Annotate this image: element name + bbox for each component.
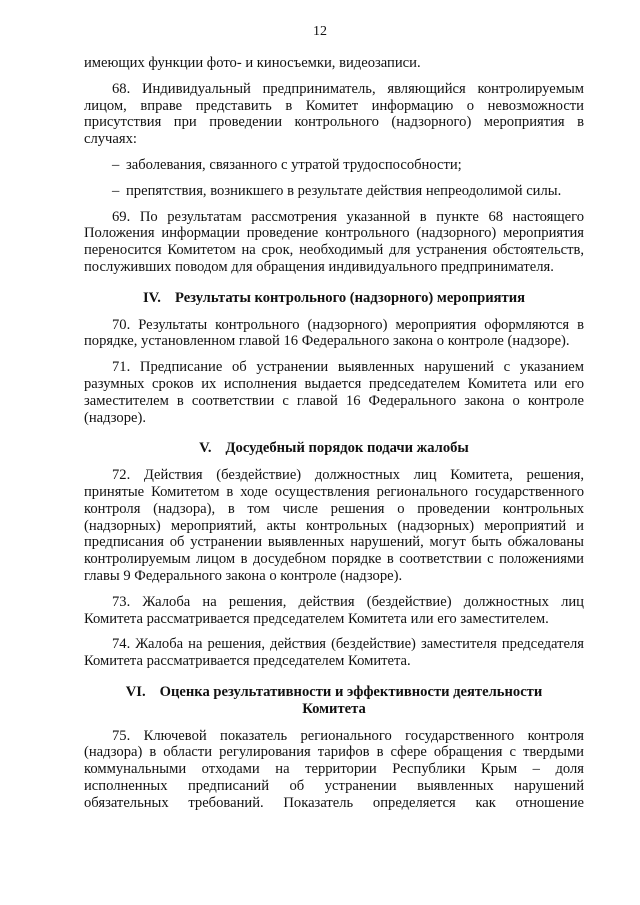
page-number: 12 [313, 24, 327, 39]
section-heading-v [84, 440, 584, 457]
list-item-illness [84, 157, 584, 174]
paragraph-71: 71. Предписание об устранении выявленных нарушений с указанием разумных сроков их исполнения выдается председателем Комитета или его заместителем в соответствии с главой 16 Федерального закона о контроле (надзоре). [84, 359, 584, 426]
list-item-force-majeure [84, 183, 584, 200]
paragraph-69: 69. По результатам рассмотрения указанной в пункте 68 настоящего Положения информации проведение контрольного (надзорного) мероприятия переносится Комитетом на срок, необходимый для устранения обстоятельств, послуживших поводом для обращения индивидуального предпринимателя. [84, 208, 584, 275]
section-number: IV. [142, 289, 161, 306]
section-heading-vi [84, 684, 584, 718]
section-title: Оценка результативности и эффективности деятельности [159, 683, 543, 700]
paragraph-72: 72. Действия (бездействие) должностных лиц Комитета, решения, принятые Комитетом в ходе осуществления регионального государственного контроля (надзора), в том числе решения о проведении контрольных (надзорных) мероприятий, акты контрольных (надзорных) мероприятий и предписания об устранении выявленных нарушений, могут быть обжалованы контролируемым лицом в досудебном порядке в соответствии с положениями главы 9 Федерального закона о контроле (надзоре). [84, 467, 584, 584]
paragraph-70: 70. Результаты контрольного (надзорного) мероприятия оформляются в порядке, установленном главой 16 Федерального закона о контроле (надзоре). [84, 316, 584, 350]
paragraph-68: 68. Индивидуальный предприниматель, являющийся контролируемым лицом, вправе представить в Комитет информацию о невозможности присутствия при проведении контрольного (надзорного) мероприятия в случаях: [84, 80, 584, 148]
section-heading-line-1 [84, 684, 584, 701]
list-item-text: препятствия, возникшего в результате действия непреодолимой силы. [126, 182, 562, 199]
paragraph-74: 74. Жалоба на решения, действия (бездействие) заместителя председателя Комитета рассматривается председателем Комитета. [84, 636, 584, 670]
list-item-text: заболевания, связанного с утратой трудоспособности; [126, 156, 462, 173]
section-number: V. [199, 440, 212, 457]
dash-marker: – [112, 156, 120, 173]
section-heading-line-2: Комитета [302, 700, 366, 717]
paragraph-73: 73. Жалоба на решения, действия (бездействие) должностных лиц Комитета рассматривается председателем Комитета или его заместителем. [84, 593, 584, 627]
paragraph-75: 75. Ключевой показатель регионального государственного контроля (надзора) в области регулирования тарифов в сфере обращения с твердыми коммунальными отходами на территории Республики Крым – доля исполненных предписаний об устранении выявленных нарушений обязательных требований. Показатель определяется как отношение [84, 727, 584, 811]
section-heading-iv [84, 290, 584, 307]
dash-marker: – [112, 182, 120, 199]
section-title: Досудебный порядок подачи жалобы [225, 440, 469, 457]
section-number: VI. [125, 683, 146, 700]
paragraph-continuation: имеющих функции фото- и киносъемки, видеозаписи. [84, 55, 421, 71]
document-body [84, 55, 584, 820]
section-title: Результаты контрольного (надзорного) мероприятия [174, 289, 526, 306]
